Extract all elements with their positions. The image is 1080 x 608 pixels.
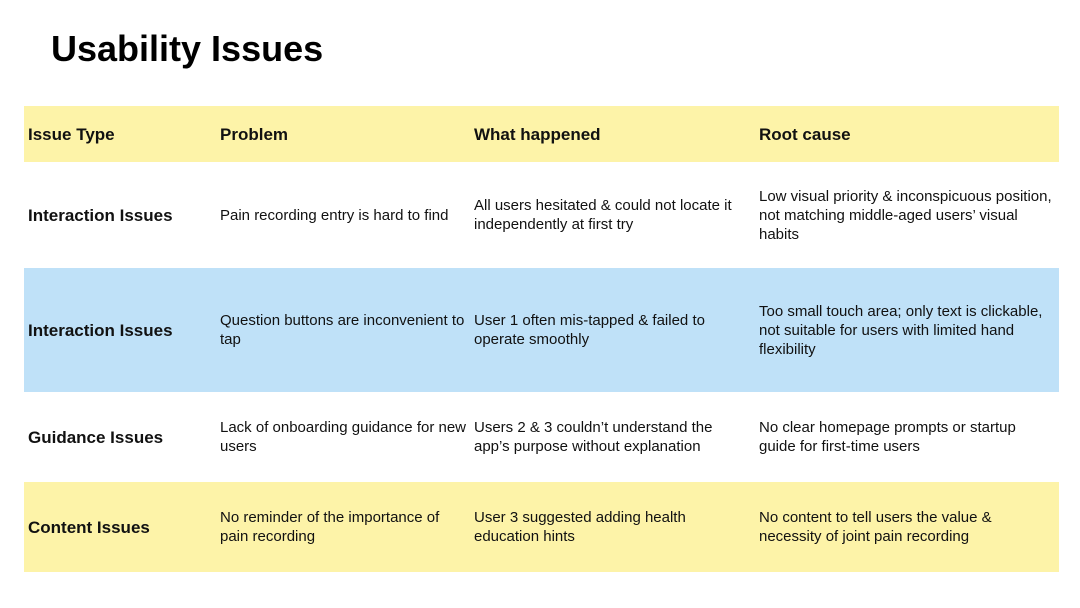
page-title: Usability Issues <box>51 28 324 69</box>
root-cause-cell: Too small touch area; only text is clickable, not suitable for users with limited hand flexibility <box>759 302 1043 358</box>
header-what-happened: What happened <box>474 124 601 144</box>
header-root-cause: Root cause <box>759 124 851 144</box>
problem-cell: Pain recording entry is hard to find <box>220 206 449 224</box>
issue-type-cell: Interaction Issues <box>28 205 173 225</box>
what-happened-cell: User 3 suggested adding health education hints <box>474 509 686 545</box>
problem-cell: Lack of onboarding guidance for new users <box>220 419 467 455</box>
table-header-row <box>24 106 1059 162</box>
what-happened-cell: User 1 often mis-tapped & failed to operate smoothly <box>474 312 705 348</box>
issue-type-cell: Guidance Issues <box>28 427 164 447</box>
table-row <box>24 482 1059 572</box>
root-cause-cell: Low visual priority & inconspicuous position, not matching middle-aged users’ visual habits <box>759 187 1052 243</box>
what-happened-cell: All users hesitated & could not locate it independently at first try <box>474 197 732 233</box>
problem-cell: Question buttons are inconvenient to tap <box>220 312 465 348</box>
header-problem: Problem <box>220 124 289 144</box>
header-issue-type: Issue Type <box>28 124 115 144</box>
table-row <box>24 162 1059 268</box>
table-row <box>24 268 1059 392</box>
issue-type-cell: Content Issues <box>28 517 150 537</box>
what-happened-cell: Users 2 & 3 couldn’t understand the app’s purpose without explanation <box>474 419 713 455</box>
problem-cell: No reminder of the importance of pain recording <box>220 509 440 545</box>
root-cause-cell: No content to tell users the value & necessity of joint pain recording <box>759 509 992 545</box>
table-row <box>24 392 1059 482</box>
issue-type-cell: Interaction Issues <box>28 320 173 340</box>
usability-issues-table <box>24 106 1059 572</box>
root-cause-cell: No clear homepage prompts or startup guide for first-time users <box>759 419 1016 455</box>
